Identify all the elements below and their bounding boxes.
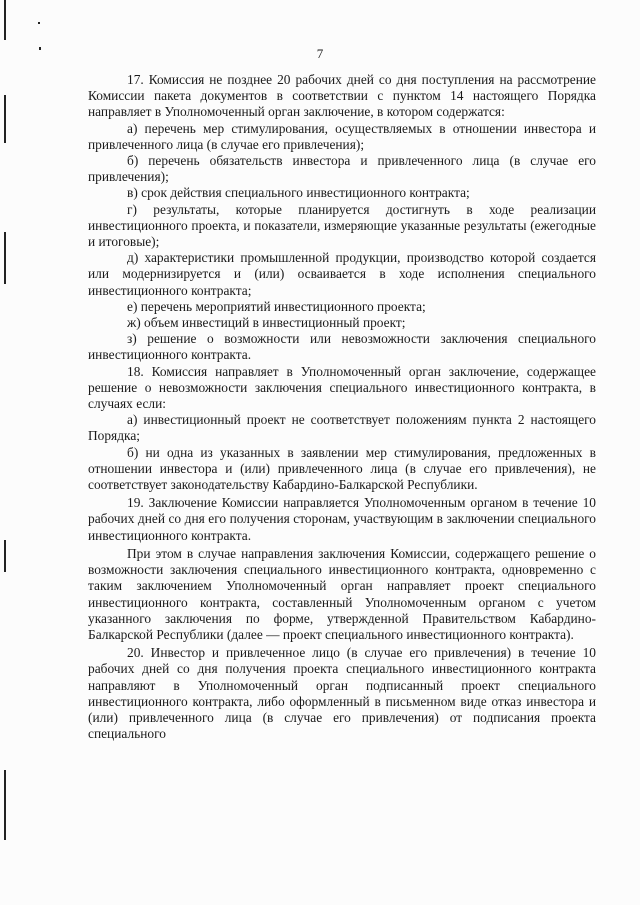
scan-artifact-line: [4, 540, 6, 572]
item-17g: г) результаты, которые планируется достигнуть в ходе реализации инвестиционного проекта, и показатели, измеряющие указанные результаты (ежегодные и итоговые);: [88, 201, 596, 250]
scan-artifact-line: [4, 232, 6, 284]
paragraph-17: 17. Комиссия не позднее 20 рабочих дней со дня поступления на рассмотрение Комиссии пакета документов в соответствии с пунктом 14 настоящего Порядка направляет в Уполномоченный орган заключение, в котором содержатся:: [88, 72, 596, 120]
item-17z: з) решение о возможности или невозможности заключения специального инвестиционного контракта.: [88, 331, 596, 363]
scan-artifact-dot: [38, 22, 40, 24]
item-17e: е) перечень мероприятий инвестиционного проекта;: [127, 298, 426, 314]
item-17b: б) перечень обязательств инвестора и привлеченного лица (в случае его привлечения);: [88, 153, 596, 185]
item-17d: д) характеристики промышленной продукции, производство которой создается или модернизируется и (или) осваивается в ходе исполнения специального инвестиционного контракта;: [88, 250, 596, 298]
document-body: [88, 72, 596, 742]
paragraph-19: 19. Заключение Комиссии направляется Уполномоченным органом в течение 10 рабочих дней со дня его получения сторонам, участвующим в заключении специального инвестиционного контракта.: [88, 495, 596, 543]
scan-artifact-line: [4, 95, 6, 143]
paragraph-20: 20. Инвестор и привлеченное лицо (в случае его привлечения) в течение 10 рабочих дней со дня получения проекта специального инвестиционного контракта направляют в Уполномоченный орган подписанный проект специального инвестиционного контракта, либо оформленный в письменном виде отказ инвестора и (или) привлеченного лица (в случае его привлечения) от подписания проекта специального: [88, 645, 596, 742]
item-18a: а) инвестиционный проект не соответствует положениям пункта 2 настоящего Порядка;: [88, 412, 596, 444]
paragraph-19-continued: При этом в случае направления заключения Комиссии, содержащего решение о возможности заключения специального инвестиционного контракта, одновременно с таким заключением Уполномоченный орган направляет проект специального инвестиционного контракта, составленный Уполномоченным органом с учетом указанного заключения по форме, утвержденной Правительством Кабардино-Балкарской Республики (далее — проект специального инвестиционного контракта).: [88, 545, 596, 642]
item-18b: б) ни одна из указанных в заявлении мер стимулирования, предложенных в отношении инвестора и (или) привлеченного лица (в случае его привлечения), не соответствует законодательству Кабардино-Балкарской Республики.: [88, 444, 596, 493]
item-17a: а) перечень мер стимулирования, осуществляемых в отношении инвестора и привлеченного лица (в случае его привлечения);: [88, 120, 596, 152]
paragraph-18: 18. Комиссия направляет в Уполномоченный орган заключение, содержащее решение о невозможности заключения специального инвестиционного контракта, в случаях если:: [88, 363, 596, 412]
item-17v: в) срок действия специального инвестиционного контракта;: [127, 185, 470, 201]
page-number: 7: [316, 46, 324, 61]
scan-artifact-line: [4, 770, 6, 840]
scan-artifact-line: [4, 0, 6, 40]
item-17zh: ж) объем инвестиций в инвестиционный проект;: [127, 315, 406, 331]
